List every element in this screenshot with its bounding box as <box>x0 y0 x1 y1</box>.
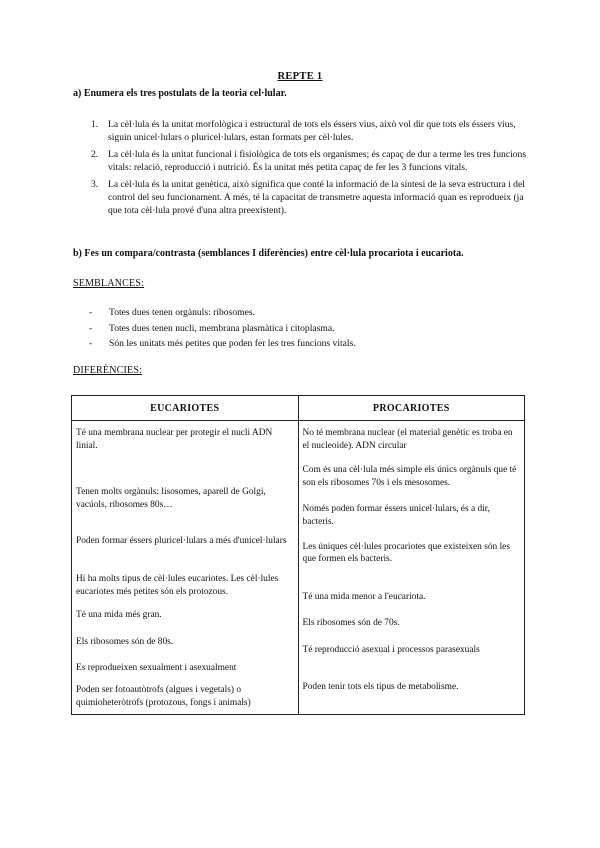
table-cell-item: Té una mida més gran. <box>76 610 162 621</box>
semblances-list <box>73 305 356 352</box>
diferencies-heading: DIFERÈNCIES: <box>73 365 143 376</box>
table-cell-item: Poden ser fotoautòtrofs (algues i vegetals) o quimioheteròtrofs (protozous, fongs i animals) <box>76 684 251 708</box>
question-b-heading: b) Fes un compara/contrasta (semblances I diferències) entre cèl·lula procariota i eucariota. <box>73 248 464 259</box>
table-cell-item: Poden formar éssers pluricel·lulars a més d'unicel·lulars <box>76 536 287 547</box>
list-item: - Totes dues tenen orgànuls: ribosomes. <box>89 307 255 318</box>
table-cell-item: No té membrana nuclear (el material genètic es troba en el nucleoide). ADN circular <box>302 428 513 451</box>
table-cell-item: Com és una cèl·lula més simple els únics orgànuls que té son els ribosomes 70s i els mesosomes. <box>302 465 517 488</box>
header-procariotes: PROCARIOTES <box>298 396 525 421</box>
list-item: 3. La cèl·lula és la unitat genètica, això significa que conté la informació de la síntesi de la seva estructura i del control del seu funcionament. A més, té la capacitat de transmetre aquesta informació quan es reprodueix (ja que tota cèl·lula prové d'una altra preexistent). <box>91 178 525 217</box>
table-cell-item: Poden tenir tots els tipus de metabolisme. <box>302 681 459 692</box>
table-cell-item: Té una membrana nuclear per protegir el nucli ADN linial. <box>76 428 273 451</box>
postulats-list <box>73 118 533 221</box>
question-a-heading: a) Enumera els tres postulats de la teoria cel·lular. <box>73 88 287 99</box>
comparison-table <box>71 395 525 715</box>
page-title: REPTE 1 <box>277 71 323 82</box>
table-cell-item: Tenen molts orgànuls: lisosomes, aparell de Golgi, vacúols, ribosomes 80s… <box>76 487 266 510</box>
table-cell-item: Té reproducció asexual i processos parasexuals <box>302 644 480 655</box>
eucariotes-cell <box>72 421 299 715</box>
table-cell-item: Les úniques cèl·lules procariotes que existeixen són les que formen els bacteris. <box>302 541 510 565</box>
list-item: 1. La cèl·lula és la unitat morfològica i estructural de tots els éssers vius, això vol dir que tots els éssers vius, siguin unicel·lulars o pluricel·lulars, estan formats per cèl·lules. <box>91 119 516 144</box>
list-item: 2. La cèl·lula és la unitat funcional i fisiològica de tots els organismes; és capaç de dur a terme les tres funcions vitals: relació, reproducció i nutrició. És la unitat més petita capaç de fer les 3 funcions vitals. <box>91 148 527 174</box>
table-cell-item: Té una mida menor a l'eucariota. <box>302 591 426 602</box>
table-cell-item: Els ribosomes són de 80s. <box>76 636 174 647</box>
header-eucariotes: EUCARIOTES <box>72 396 299 421</box>
table-cell-item: Hi ha molts tipus de cèl·lules eucariotes. Les cèl·lules eucariotes més petites són els protozous. <box>76 573 279 597</box>
table-cell-item: Els ribosomes són de 70s. <box>302 618 400 629</box>
table-cell-item: Només poden formar éssers unicel·lulars, és a dir, bacteris. <box>302 504 490 527</box>
semblances-heading: SEMBLANCES: <box>73 278 145 289</box>
list-item: - Són les unitats més petites que poden fer les tres funcions vitals. <box>89 338 356 349</box>
table-row <box>72 421 525 715</box>
table-header-row <box>72 396 525 421</box>
table-cell-item: Es reprodueixen sexualment i asexualment <box>76 663 237 674</box>
list-item: - Totes dues tenen nucli, membrana plasmàtica i citoplasma. <box>89 322 335 334</box>
procariotes-cell <box>298 421 525 715</box>
